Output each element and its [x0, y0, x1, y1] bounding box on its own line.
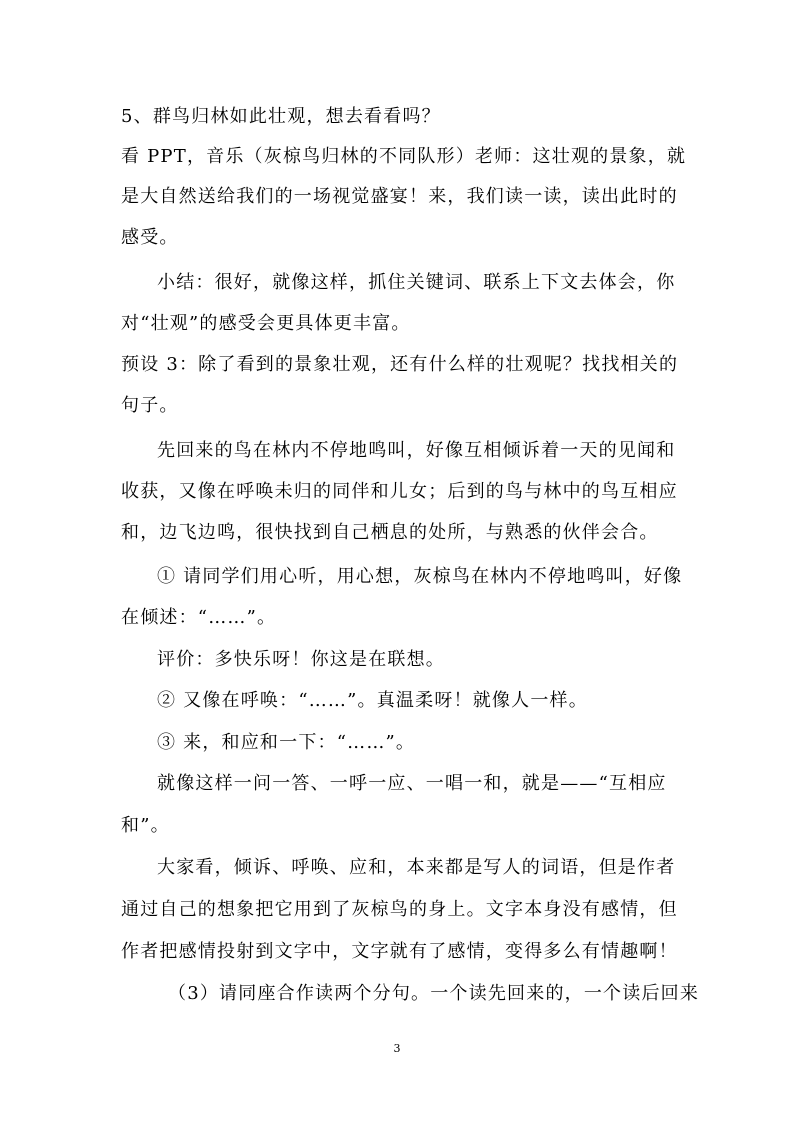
text-line: 通过自己的想象把它用到了灰椋鸟的身上。文字本身没有感情，但: [121, 899, 678, 920]
text-line: （3）请同座合作读两个分句。一个读先回来的，一个读后回来: [168, 983, 700, 1004]
text-line: 5、群鸟归林如此壮观，想去看看吗？: [121, 106, 441, 127]
text-line: 先回来的鸟在林内不停地鸣叫，好像互相倾诉着一天的见闻和: [157, 440, 676, 461]
text-line: 收获，又像在呼唤未归的同伴和儿女；后到的鸟与林中的鸟互相应: [121, 481, 678, 502]
text-line: 就像这样一问一答、一呼一应、一唱一和，就是——“互相应: [157, 773, 667, 794]
text-line: 是大自然送给我们的一场视觉盛宴！来，我们读一读，读出此时的: [121, 186, 678, 207]
text-line: 小结：很好，就像这样，抓住关键词、联系上下文去体会，你: [157, 272, 676, 293]
text-line: 和，边飞边鸣，很快找到自己栖息的处所，与熟悉的伙伴会合。: [121, 522, 659, 543]
text-line: ② 又像在呼唤：“……”。真温柔呀！就像人一样。: [157, 690, 588, 711]
page-number: 3: [393, 1042, 401, 1055]
text-line: 大家看，倾诉、呼唤、应和，本来都是写人的词语，但是作者: [157, 857, 676, 878]
text-line: 预设 3：除了看到的景象壮观，还有什么样的壮观呢？找找相关的: [121, 354, 679, 375]
text-line: 看 PPT，音乐（灰椋鸟归林的不同队形）老师：这壮观的景象，就: [121, 146, 687, 167]
text-line: 评价：多快乐呀！你这是在联想。: [157, 649, 445, 670]
text-line: 对“壮观”的感受会更具体更丰富。: [121, 313, 411, 334]
text-line: 作者把感情投射到文字中，文字就有了感情，变得多么有情趣啊！: [121, 941, 678, 962]
text-line: 感受。: [121, 227, 179, 248]
text-line: ① 请同学们用心听，用心想，灰椋鸟在林内不停地鸣叫，好像: [157, 566, 683, 587]
text-line: 和”。: [121, 815, 170, 836]
text-line: 句子。: [121, 395, 179, 416]
text-line: ③ 来，和应和一下：“……”。: [157, 732, 416, 753]
text-line: 在倾述：“……”。: [121, 607, 277, 628]
